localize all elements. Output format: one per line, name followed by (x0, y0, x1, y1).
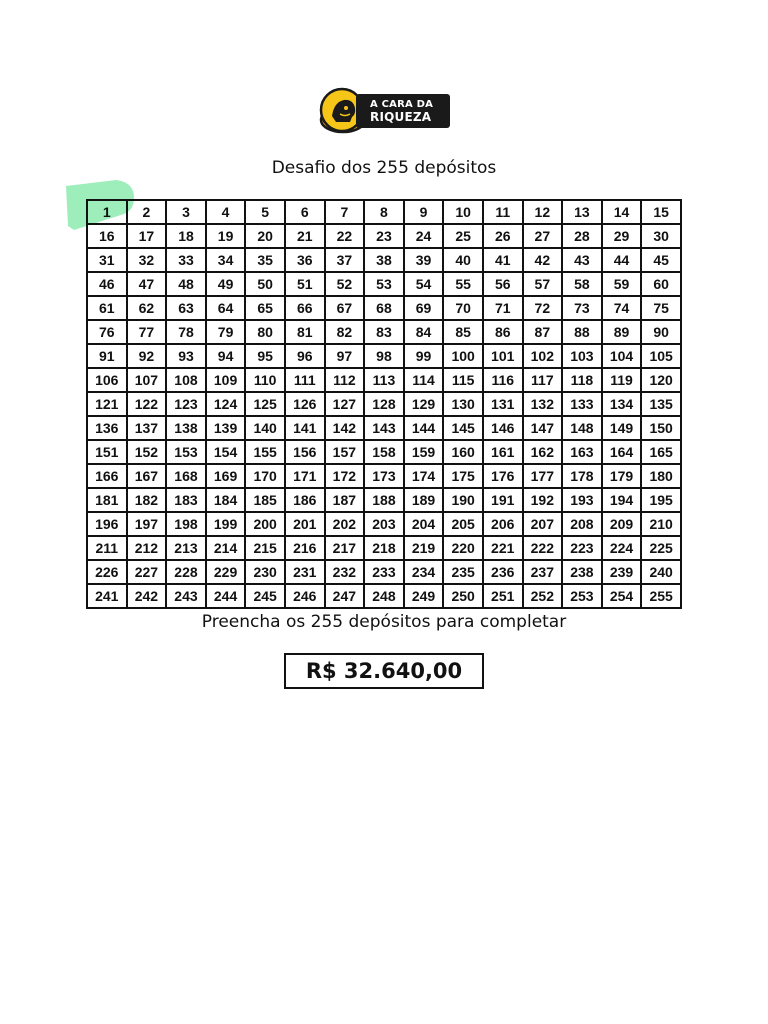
deposit-cell[interactable]: 230 (245, 560, 285, 584)
deposit-cell[interactable]: 31 (87, 248, 127, 272)
deposit-cell[interactable]: 113 (364, 368, 404, 392)
deposit-cell[interactable]: 204 (404, 512, 444, 536)
deposit-cell[interactable]: 91 (87, 344, 127, 368)
deposit-cell[interactable]: 168 (166, 464, 206, 488)
deposit-cell[interactable]: 99 (404, 344, 444, 368)
deposit-cell[interactable]: 185 (245, 488, 285, 512)
deposit-cell[interactable]: 201 (285, 512, 325, 536)
deposit-cell[interactable]: 46 (87, 272, 127, 296)
deposit-cell[interactable]: 39 (404, 248, 444, 272)
grid-row (87, 200, 681, 224)
deposit-cell[interactable]: 42 (523, 248, 563, 272)
deposit-cell[interactable]: 6 (285, 200, 325, 224)
deposit-cell[interactable]: 12 (523, 200, 563, 224)
deposit-cell[interactable]: 58 (562, 272, 602, 296)
deposit-cell[interactable]: 142 (325, 416, 365, 440)
grid-row (87, 248, 681, 272)
deposit-cell[interactable]: 217 (325, 536, 365, 560)
deposit-cell[interactable]: 103 (562, 344, 602, 368)
deposit-cell[interactable]: 203 (364, 512, 404, 536)
deposit-cell[interactable]: 61 (87, 296, 127, 320)
deposit-cell[interactable]: 158 (364, 440, 404, 464)
deposit-cell[interactable]: 143 (364, 416, 404, 440)
deposit-cell[interactable]: 159 (404, 440, 444, 464)
deposit-cell[interactable]: 131 (483, 392, 523, 416)
deposit-cell[interactable]: 146 (483, 416, 523, 440)
deposit-cell[interactable]: 43 (562, 248, 602, 272)
deposit-cell[interactable]: 160 (443, 440, 483, 464)
deposit-cell[interactable]: 52 (325, 272, 365, 296)
deposit-cell[interactable]: 211 (87, 536, 127, 560)
deposit-cell[interactable]: 208 (562, 512, 602, 536)
deposit-cell[interactable]: 242 (127, 584, 167, 608)
deposit-cell[interactable]: 184 (206, 488, 246, 512)
deposit-cell[interactable]: 105 (641, 344, 681, 368)
deposit-cell[interactable]: 70 (443, 296, 483, 320)
deposit-cell[interactable]: 172 (325, 464, 365, 488)
deposit-cell[interactable]: 243 (166, 584, 206, 608)
deposit-cell[interactable]: 2 (127, 200, 167, 224)
deposit-cell[interactable]: 186 (285, 488, 325, 512)
deposit-cell[interactable]: 10 (443, 200, 483, 224)
deposit-cell[interactable]: 197 (127, 512, 167, 536)
deposit-cell[interactable]: 180 (641, 464, 681, 488)
deposit-cell[interactable]: 163 (562, 440, 602, 464)
deposit-cell[interactable]: 16 (87, 224, 127, 248)
deposit-cell[interactable]: 27 (523, 224, 563, 248)
deposit-cell[interactable]: 157 (325, 440, 365, 464)
deposit-cell[interactable]: 71 (483, 296, 523, 320)
deposit-cell[interactable]: 213 (166, 536, 206, 560)
grid-row (87, 296, 681, 320)
deposit-cell[interactable]: 23 (364, 224, 404, 248)
deposit-cell[interactable]: 19 (206, 224, 246, 248)
deposit-cell[interactable]: 56 (483, 272, 523, 296)
deposit-cell[interactable]: 77 (127, 320, 167, 344)
brand-wordmark (356, 94, 450, 128)
deposit-cell[interactable]: 48 (166, 272, 206, 296)
deposit-cell[interactable]: 195 (641, 488, 681, 512)
deposit-cell[interactable]: 79 (206, 320, 246, 344)
deposit-cell[interactable]: 247 (325, 584, 365, 608)
deposit-cell[interactable]: 11 (483, 200, 523, 224)
deposit-cell[interactable]: 121 (87, 392, 127, 416)
deposit-cell[interactable]: 144 (404, 416, 444, 440)
deposit-cell[interactable]: 171 (285, 464, 325, 488)
deposit-cell[interactable]: 215 (245, 536, 285, 560)
deposit-cell[interactable]: 44 (602, 248, 642, 272)
grid-row (87, 272, 681, 296)
deposit-cell[interactable]: 223 (562, 536, 602, 560)
deposit-cell[interactable]: 240 (641, 560, 681, 584)
deposit-cell[interactable]: 130 (443, 392, 483, 416)
deposit-cell[interactable]: 228 (166, 560, 206, 584)
deposit-cell[interactable]: 200 (245, 512, 285, 536)
deposit-cell[interactable]: 119 (602, 368, 642, 392)
deposit-cell[interactable]: 64 (206, 296, 246, 320)
deposit-cell[interactable]: 120 (641, 368, 681, 392)
deposit-cell[interactable]: 174 (404, 464, 444, 488)
deposit-cell[interactable]: 166 (87, 464, 127, 488)
grid-row (87, 464, 681, 488)
deposit-cell[interactable]: 162 (523, 440, 563, 464)
deposit-cell[interactable]: 152 (127, 440, 167, 464)
deposit-cell[interactable]: 237 (523, 560, 563, 584)
deposit-cell[interactable]: 63 (166, 296, 206, 320)
deposit-cell[interactable]: 74 (602, 296, 642, 320)
deposit-cell[interactable]: 3 (166, 200, 206, 224)
brand-logo (318, 86, 452, 136)
deposit-cell[interactable]: 226 (87, 560, 127, 584)
deposit-cell[interactable]: 199 (206, 512, 246, 536)
deposit-cell[interactable]: 21 (285, 224, 325, 248)
deposit-cell[interactable]: 225 (641, 536, 681, 560)
grid-row (87, 512, 681, 536)
deposit-cell[interactable]: 85 (443, 320, 483, 344)
deposit-cell[interactable]: 40 (443, 248, 483, 272)
deposit-cell[interactable]: 96 (285, 344, 325, 368)
deposit-cell[interactable]: 125 (245, 392, 285, 416)
deposit-cell[interactable]: 84 (404, 320, 444, 344)
deposit-cell[interactable]: 250 (443, 584, 483, 608)
deposit-cell[interactable]: 212 (127, 536, 167, 560)
deposit-cell[interactable]: 129 (404, 392, 444, 416)
deposit-cell[interactable]: 7 (325, 200, 365, 224)
deposit-cell[interactable]: 18 (166, 224, 206, 248)
deposit-cell[interactable]: 151 (87, 440, 127, 464)
deposit-cell[interactable]: 177 (523, 464, 563, 488)
deposit-cell[interactable]: 207 (523, 512, 563, 536)
deposit-cell[interactable]: 25 (443, 224, 483, 248)
deposit-cell[interactable]: 176 (483, 464, 523, 488)
deposit-cell[interactable]: 109 (206, 368, 246, 392)
deposit-cell[interactable]: 239 (602, 560, 642, 584)
deposit-cell[interactable]: 167 (127, 464, 167, 488)
deposit-cell[interactable]: 67 (325, 296, 365, 320)
deposit-cell[interactable]: 115 (443, 368, 483, 392)
deposit-cell[interactable]: 5 (245, 200, 285, 224)
deposit-cell[interactable]: 20 (245, 224, 285, 248)
deposit-cell[interactable]: 111 (285, 368, 325, 392)
deposit-cell[interactable]: 183 (166, 488, 206, 512)
deposit-cell[interactable]: 244 (206, 584, 246, 608)
deposit-cell[interactable]: 75 (641, 296, 681, 320)
deposit-cell[interactable]: 118 (562, 368, 602, 392)
deposit-cell[interactable]: 72 (523, 296, 563, 320)
deposit-cell[interactable]: 132 (523, 392, 563, 416)
deposit-cell[interactable]: 76 (87, 320, 127, 344)
deposit-cell[interactable]: 187 (325, 488, 365, 512)
deposit-cell[interactable]: 108 (166, 368, 206, 392)
grid-row (87, 416, 681, 440)
deposit-cell[interactable]: 238 (562, 560, 602, 584)
deposit-cell[interactable]: 80 (245, 320, 285, 344)
total-amount: R$ 32.640,00 (284, 653, 484, 689)
deposit-cell[interactable]: 29 (602, 224, 642, 248)
brand-line-1: A CARA DA (370, 99, 434, 110)
deposit-cell[interactable]: 153 (166, 440, 206, 464)
deposit-cell[interactable]: 194 (602, 488, 642, 512)
deposit-cell[interactable]: 221 (483, 536, 523, 560)
deposit-cell[interactable]: 101 (483, 344, 523, 368)
deposit-cell[interactable]: 57 (523, 272, 563, 296)
deposit-cell[interactable]: 93 (166, 344, 206, 368)
deposit-cell[interactable]: 191 (483, 488, 523, 512)
deposit-cell[interactable]: 4 (206, 200, 246, 224)
deposit-cell[interactable]: 69 (404, 296, 444, 320)
deposit-cell[interactable]: 155 (245, 440, 285, 464)
grid-row (87, 392, 681, 416)
brand-line-2: RIQUEZA (370, 110, 432, 124)
deposit-cell[interactable]: 13 (562, 200, 602, 224)
deposit-cell[interactable]: 34 (206, 248, 246, 272)
deposit-cell[interactable]: 224 (602, 536, 642, 560)
deposit-cell[interactable]: 139 (206, 416, 246, 440)
deposit-cell[interactable]: 136 (87, 416, 127, 440)
deposit-cell[interactable]: 117 (523, 368, 563, 392)
deposit-cell[interactable]: 53 (364, 272, 404, 296)
deposit-cell[interactable]: 33 (166, 248, 206, 272)
deposit-cell[interactable]: 49 (206, 272, 246, 296)
deposit-cell[interactable]: 107 (127, 368, 167, 392)
deposit-cell[interactable]: 55 (443, 272, 483, 296)
deposit-cell[interactable]: 170 (245, 464, 285, 488)
grid-row (87, 488, 681, 512)
deposit-cell[interactable]: 251 (483, 584, 523, 608)
deposit-cell[interactable]: 165 (641, 440, 681, 464)
deposit-cell[interactable]: 210 (641, 512, 681, 536)
deposit-cell[interactable]: 189 (404, 488, 444, 512)
deposit-cell[interactable]: 236 (483, 560, 523, 584)
deposit-cell[interactable]: 102 (523, 344, 563, 368)
grid-row (87, 344, 681, 368)
deposit-cell[interactable]: 145 (443, 416, 483, 440)
deposit-cell[interactable]: 219 (404, 536, 444, 560)
deposit-cell[interactable]: 205 (443, 512, 483, 536)
deposit-cell[interactable]: 9 (404, 200, 444, 224)
deposit-cell[interactable]: 253 (562, 584, 602, 608)
deposit-cell[interactable]: 233 (364, 560, 404, 584)
grid-row (87, 584, 681, 608)
deposit-cell[interactable]: 220 (443, 536, 483, 560)
deposit-cell[interactable]: 154 (206, 440, 246, 464)
deposit-cell[interactable]: 188 (364, 488, 404, 512)
deposit-cell[interactable]: 65 (245, 296, 285, 320)
deposit-cell[interactable]: 126 (285, 392, 325, 416)
deposit-cell[interactable]: 179 (602, 464, 642, 488)
deposit-cell[interactable]: 68 (364, 296, 404, 320)
deposit-cell[interactable]: 22 (325, 224, 365, 248)
deposit-cell[interactable]: 114 (404, 368, 444, 392)
deposit-cell[interactable]: 222 (523, 536, 563, 560)
deposit-cell[interactable]: 87 (523, 320, 563, 344)
deposit-cell[interactable]: 66 (285, 296, 325, 320)
deposit-cell[interactable]: 28 (562, 224, 602, 248)
deposit-cell[interactable]: 38 (364, 248, 404, 272)
deposit-cell[interactable]: 218 (364, 536, 404, 560)
deposit-cell[interactable]: 202 (325, 512, 365, 536)
deposit-cell[interactable]: 147 (523, 416, 563, 440)
deposit-cell[interactable]: 124 (206, 392, 246, 416)
grid-row (87, 560, 681, 584)
deposit-cell[interactable]: 133 (562, 392, 602, 416)
deposit-cell[interactable]: 73 (562, 296, 602, 320)
deposit-cell[interactable]: 41 (483, 248, 523, 272)
deposit-cell[interactable]: 150 (641, 416, 681, 440)
deposit-cell[interactable]: 141 (285, 416, 325, 440)
deposit-cell[interactable]: 47 (127, 272, 167, 296)
deposit-cell[interactable]: 173 (364, 464, 404, 488)
deposit-cell[interactable]: 235 (443, 560, 483, 584)
deposit-cell[interactable]: 198 (166, 512, 206, 536)
deposit-cell[interactable]: 148 (562, 416, 602, 440)
deposit-cell[interactable]: 62 (127, 296, 167, 320)
deposit-cell[interactable]: 192 (523, 488, 563, 512)
deposit-cell[interactable]: 36 (285, 248, 325, 272)
deposit-cell[interactable]: 246 (285, 584, 325, 608)
deposit-cell[interactable]: 175 (443, 464, 483, 488)
deposit-cell[interactable]: 110 (245, 368, 285, 392)
deposit-cell[interactable]: 135 (641, 392, 681, 416)
deposit-cell[interactable]: 209 (602, 512, 642, 536)
deposit-cell[interactable]: 138 (166, 416, 206, 440)
deposit-cell[interactable]: 214 (206, 536, 246, 560)
deposit-cell[interactable]: 241 (87, 584, 127, 608)
deposit-cell[interactable]: 248 (364, 584, 404, 608)
deposit-cell[interactable]: 100 (443, 344, 483, 368)
deposit-cell[interactable]: 134 (602, 392, 642, 416)
deposit-grid-body (87, 200, 681, 608)
deposit-cell[interactable]: 196 (87, 512, 127, 536)
deposit-cell[interactable]: 206 (483, 512, 523, 536)
deposit-cell[interactable]: 95 (245, 344, 285, 368)
deposit-cell[interactable]: 252 (523, 584, 563, 608)
deposit-cell[interactable]: 249 (404, 584, 444, 608)
deposit-cell[interactable]: 156 (285, 440, 325, 464)
deposit-cell[interactable]: 234 (404, 560, 444, 584)
deposit-cell[interactable]: 227 (127, 560, 167, 584)
deposit-cell[interactable]: 149 (602, 416, 642, 440)
deposit-cell[interactable]: 26 (483, 224, 523, 248)
grid-row (87, 536, 681, 560)
deposit-cell[interactable]: 231 (285, 560, 325, 584)
deposit-cell[interactable]: 122 (127, 392, 167, 416)
deposit-grid (86, 199, 682, 609)
deposit-cell[interactable]: 90 (641, 320, 681, 344)
deposit-cell[interactable]: 30 (641, 224, 681, 248)
deposit-cell[interactable]: 92 (127, 344, 167, 368)
deposit-cell[interactable]: 81 (285, 320, 325, 344)
deposit-cell[interactable]: 193 (562, 488, 602, 512)
deposit-cell[interactable]: 24 (404, 224, 444, 248)
deposit-cell[interactable]: 140 (245, 416, 285, 440)
deposit-cell[interactable]: 164 (602, 440, 642, 464)
grid-row (87, 440, 681, 464)
grid-row (87, 224, 681, 248)
deposit-cell[interactable]: 178 (562, 464, 602, 488)
deposit-cell[interactable]: 181 (87, 488, 127, 512)
deposit-cell[interactable]: 50 (245, 272, 285, 296)
instruction-text: Preencha os 255 depósitos para completar (201, 612, 567, 632)
deposit-cell[interactable]: 123 (166, 392, 206, 416)
deposit-cell[interactable]: 98 (364, 344, 404, 368)
deposit-cell[interactable]: 106 (87, 368, 127, 392)
deposit-cell[interactable]: 161 (483, 440, 523, 464)
deposit-cell[interactable]: 232 (325, 560, 365, 584)
deposit-cell[interactable]: 82 (325, 320, 365, 344)
deposit-cell[interactable]: 97 (325, 344, 365, 368)
deposit-cell[interactable]: 60 (641, 272, 681, 296)
deposit-cell[interactable]: 89 (602, 320, 642, 344)
deposit-cell[interactable]: 86 (483, 320, 523, 344)
deposit-cell[interactable]: 127 (325, 392, 365, 416)
deposit-cell[interactable]: 59 (602, 272, 642, 296)
deposit-cell[interactable]: 51 (285, 272, 325, 296)
deposit-cell[interactable]: 94 (206, 344, 246, 368)
deposit-cell[interactable]: 190 (443, 488, 483, 512)
deposit-cell[interactable]: 78 (166, 320, 206, 344)
deposit-cell[interactable]: 54 (404, 272, 444, 296)
deposit-cell[interactable]: 137 (127, 416, 167, 440)
deposit-cell[interactable]: 104 (602, 344, 642, 368)
deposit-cell[interactable]: 116 (483, 368, 523, 392)
deposit-cell[interactable]: 229 (206, 560, 246, 584)
deposit-cell[interactable]: 254 (602, 584, 642, 608)
deposit-cell[interactable]: 14 (602, 200, 642, 224)
deposit-cell[interactable]: 112 (325, 368, 365, 392)
page-title: Desafio dos 255 depósitos (271, 158, 497, 178)
deposit-cell[interactable]: 182 (127, 488, 167, 512)
deposit-cell[interactable]: 17 (127, 224, 167, 248)
deposit-cell[interactable]: 37 (325, 248, 365, 272)
deposit-cell[interactable]: 128 (364, 392, 404, 416)
deposit-cell[interactable]: 45 (641, 248, 681, 272)
deposit-cell[interactable]: 245 (245, 584, 285, 608)
grid-row (87, 368, 681, 392)
deposit-cell[interactable]: 216 (285, 536, 325, 560)
grid-row (87, 320, 681, 344)
deposit-cell[interactable]: 255 (641, 584, 681, 608)
deposit-cell[interactable]: 83 (364, 320, 404, 344)
deposit-cell[interactable]: 15 (641, 200, 681, 224)
deposit-cell[interactable]: 88 (562, 320, 602, 344)
deposit-cell[interactable]: 8 (364, 200, 404, 224)
deposit-cell[interactable]: 35 (245, 248, 285, 272)
deposit-cell[interactable]: 169 (206, 464, 246, 488)
deposit-cell[interactable]: 1 (87, 200, 127, 224)
deposit-cell[interactable]: 32 (127, 248, 167, 272)
